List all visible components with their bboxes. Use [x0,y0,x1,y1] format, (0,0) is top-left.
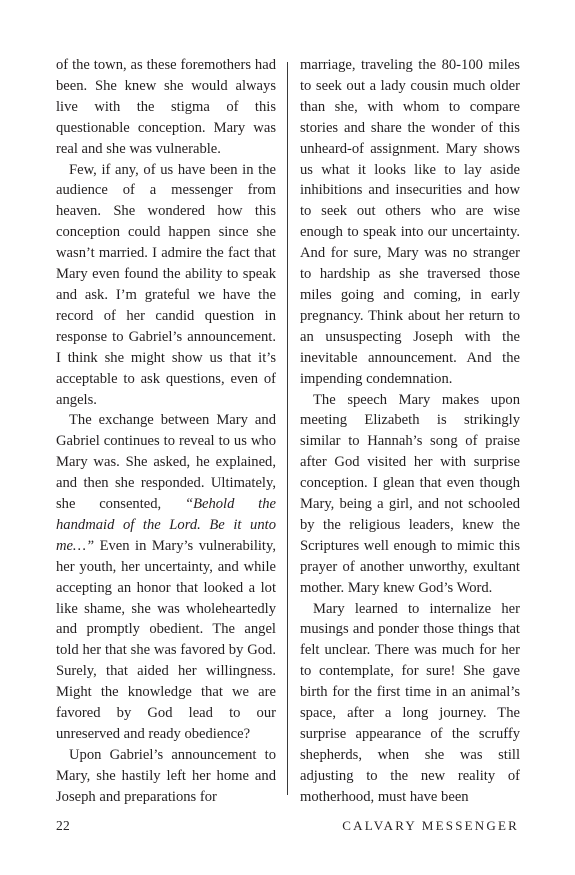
paragraph: Few, if any, of us have been in the audience of a messenger from heaven. She wondered how this conception could happen since she wasn’t married. I admire the fact that Mary even found the ability to speak and ask. I’m grateful we have the record of her candid question in response to Gabriel’s announcement. I think she might show us that it’s acceptable to ask questions, even of angels. [56,161,276,408]
column-divider [287,62,288,795]
paragraph: marriage, traveling the 80-100 miles to seek out a lady cousin much older than she, with whom to compare stories and share the wonder of this unheard-of assignment. Mary shows us what it looks like to lay aside inhibitions and insecurities and how to seek out others who are wise enough to speak into our uncertainty. And for sure, Mary was no stranger to hardship as she traversed those miles going and coming, in early pregnancy. Think about her return to an unsuspecting Joseph with the inevitable announcement. And the impending condemnation. [300,57,520,387]
page-number: 22 [56,818,71,833]
paragraph [56,410,276,745]
publication-title: CALVARY MESSENGER [342,818,519,833]
scripture-quote: “Behold the handmaid of the Lord. Be it unto me…” [56,496,276,554]
paragraph: The speech Mary makes upon meeting Elizabeth is strikingly similar to Hannah’s song of praise after God visited her with surprise conception. I glean that even though Mary, being a girl, and not schooled by the religious leaders, knew the Scriptures well enough to mimic this prayer of another unworthy, exultant mother. Mary knew God’s Word. [300,391,520,596]
right-text-column [300,55,520,808]
paragraph-text: The exchange between Mary and Gabriel continues to reveal to us who Mary was. She asked, he explained, and then she responded. Ultimately, she consented, [56,412,276,513]
paragraph: of the town, as these foremothers had been. She knew she would always live with the stigma of this questionable conception. Mary was real and she was vulnerable. [56,57,276,157]
left-text-column [56,55,276,808]
paragraph: Mary learned to internalize her musings and ponder those things that felt unclear. There was much for her to contemplate, for sure! She gave birth for the first time in an animal’s space, after a long journey. The surprise appearance of the scruffy shepherds, when she was still adjusting to the new reality of motherhood, must have been [300,600,520,805]
paragraph: Upon Gabriel’s announcement to Mary, she hastily left her home and Joseph and preparations for [56,746,276,805]
paragraph-text: Even in Mary’s vulnerability, her youth, her uncertainty, and while accepting an honor that looked a lot like shame, she was wholeheartedly and promptly obedient. The angel told her that she was favored by God. Surely, that aided her willingness. Might the knowledge that we are favored by God lead to our unreserved and ready obedience? [56,537,276,742]
